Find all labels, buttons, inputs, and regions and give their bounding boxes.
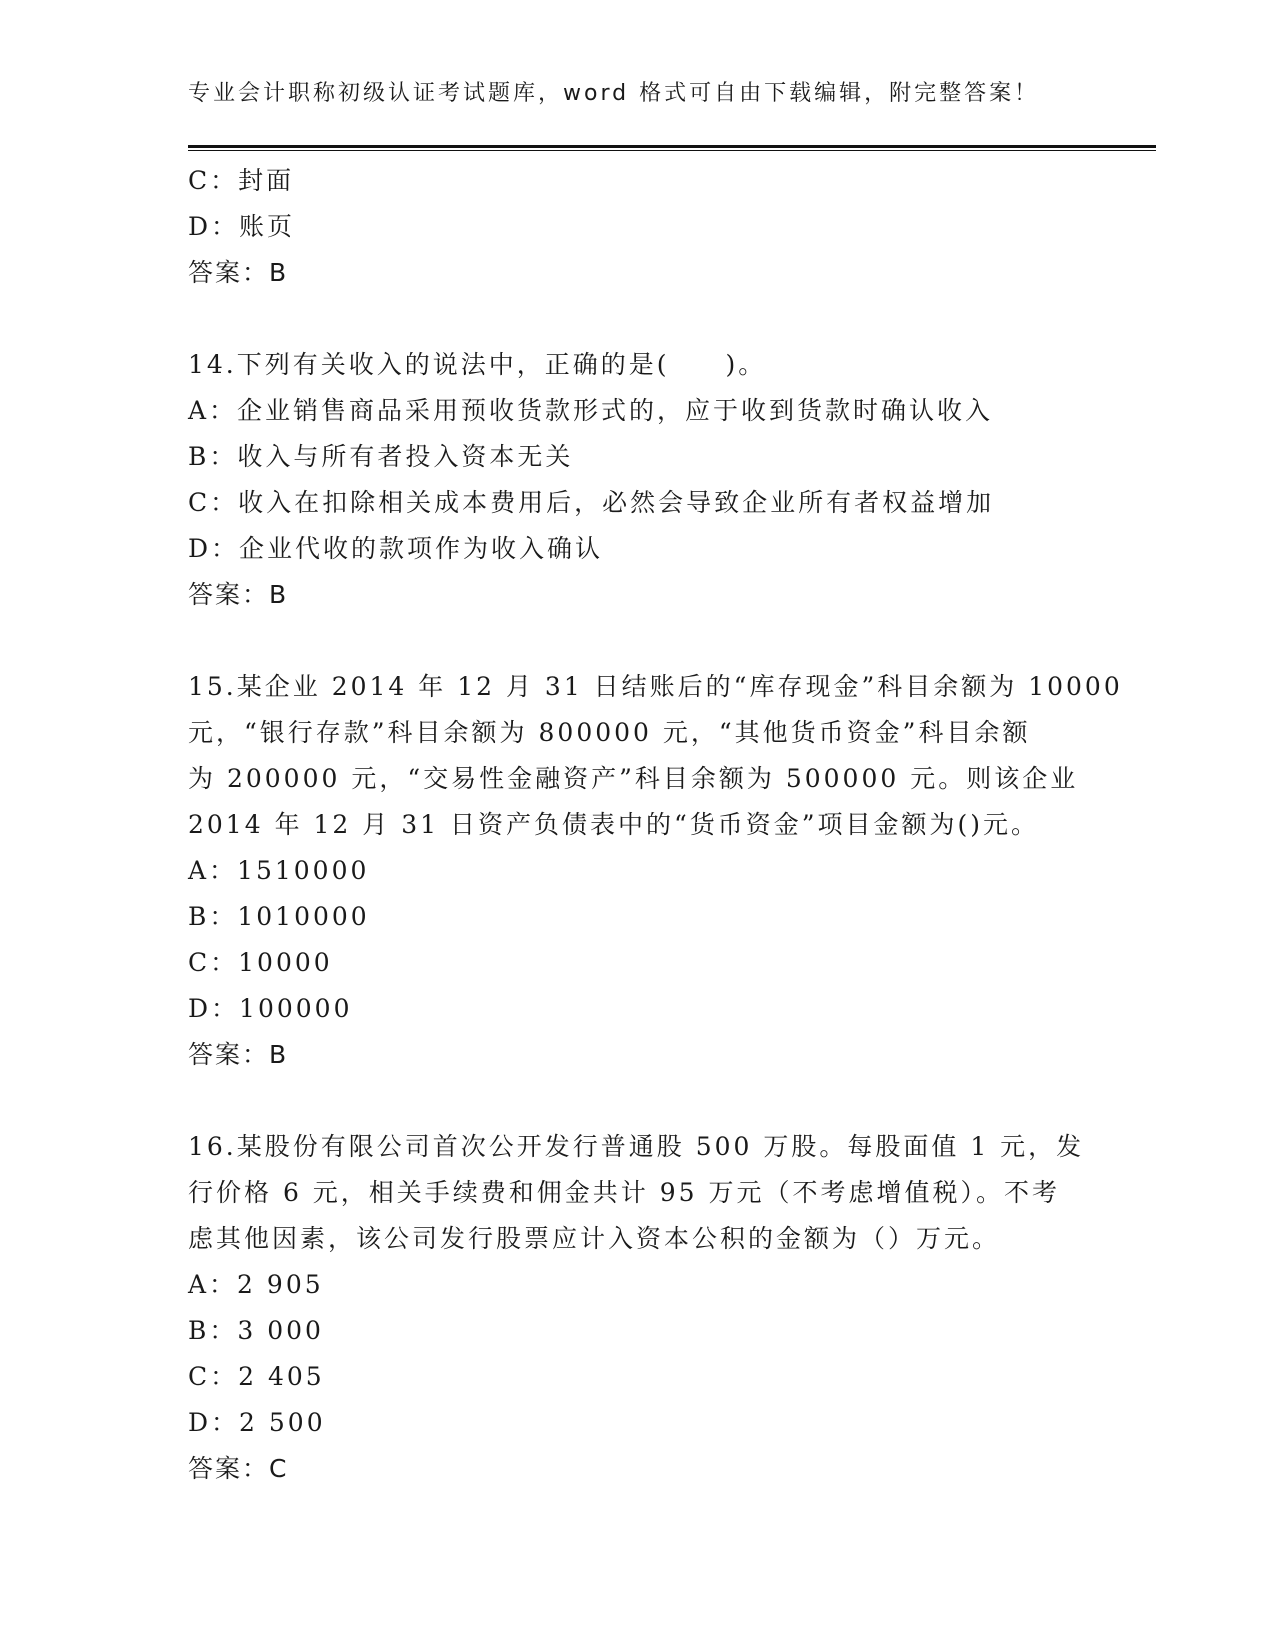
q14-answer: 答案：B xyxy=(188,580,289,609)
q16-stem-line1: 16.某股份有限公司首次公开发行普通股 500 万股。每股面值 1 元，发 xyxy=(188,1132,1085,1161)
page-header: 专业会计职称初级认证考试题库，word 格式可自由下载编辑，附完整答案！ xyxy=(188,81,1040,106)
spacer xyxy=(188,296,1088,342)
q16-option-c: C：2 405 xyxy=(188,1362,325,1391)
question-content xyxy=(188,158,1123,1492)
q16-option-a: A：2 905 xyxy=(188,1270,324,1299)
q16-option-b: B：3 000 xyxy=(188,1316,324,1345)
q15-option-b: B：1010000 xyxy=(188,902,370,931)
q15-option-d: D：100000 xyxy=(188,994,353,1023)
q15-stem-line4: 2014 年 12 月 31 日资产负债表中的“货币资金”项目金额为()元。 xyxy=(188,810,1040,839)
q16-option-d: D：2 500 xyxy=(188,1408,326,1437)
q14-option-b: B：收入与所有者投入资本无关 xyxy=(188,442,574,471)
q15-option-a: A：1510000 xyxy=(188,856,370,885)
q14-stem: 14.下列有关收入的说法中，正确的是( )。 xyxy=(188,350,767,379)
q14-option-a: A：企业销售商品采用预收货款形式的，应于收到货款时确认收入 xyxy=(188,396,994,425)
q15-stem-line1: 15.某企业 2014 年 12 月 31 日结账后的“库存现金”科目余额为 10000 xyxy=(188,672,1123,701)
q15-stem-line3: 为 200000 元，“交易性金融资产”科目余额为 500000 元。则该企业 xyxy=(188,764,1079,793)
q16-stem-line3: 虑其他因素，该公司发行股票应计入资本公积的金额为（）万元。 xyxy=(188,1224,1001,1253)
q13-option-d: D：账页 xyxy=(188,212,296,241)
q15-stem-line2: 元，“银行存款”科目余额为 800000 元，“其他货币资金”科目余额 xyxy=(188,718,1031,747)
header-rule-thick xyxy=(188,145,1156,148)
q14-option-d: D：企业代收的款项作为收入确认 xyxy=(188,534,604,563)
q13-option-c: C：封面 xyxy=(188,166,295,195)
q14-option-c: C：收入在扣除相关成本费用后，必然会导致企业所有者权益增加 xyxy=(188,488,995,517)
header-rule-thin xyxy=(188,150,1156,151)
q16-answer: 答案：C xyxy=(188,1454,289,1483)
spacer xyxy=(188,1078,1088,1124)
q13-answer: 答案：B xyxy=(188,258,289,287)
q15-option-c: C：10000 xyxy=(188,948,333,977)
q16-stem-line2: 行价格 6 元，相关手续费和佣金共计 95 万元（不考虑增值税）。不考 xyxy=(188,1178,1061,1207)
q15-answer: 答案：B xyxy=(188,1040,289,1069)
spacer xyxy=(188,618,1088,664)
